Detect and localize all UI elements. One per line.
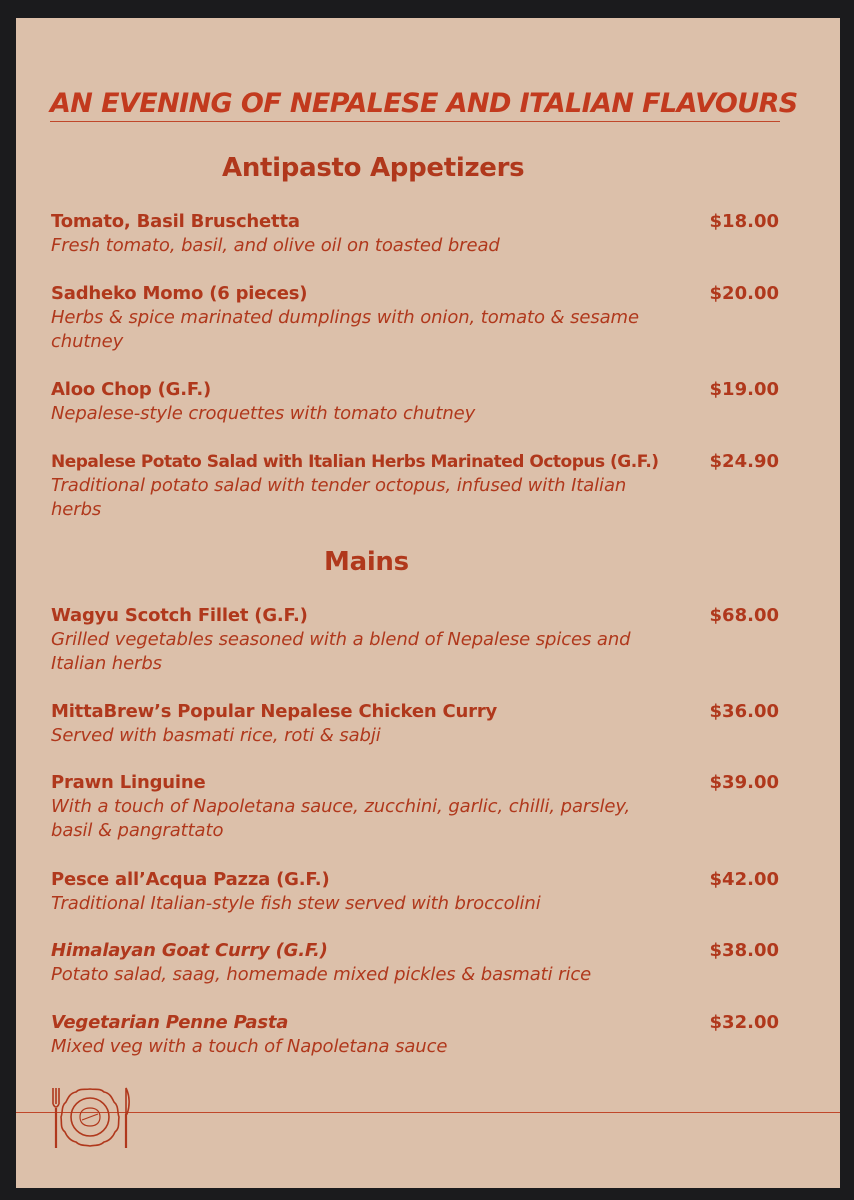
item-name: Aloo Chop (G.F.) bbox=[51, 379, 211, 400]
menu-item bbox=[51, 378, 781, 426]
item-description: Served with basmati rice, roti & sabji bbox=[51, 725, 381, 746]
item-price: $19.00 bbox=[709, 379, 779, 400]
menu-item bbox=[51, 604, 781, 676]
item-name: Pesce all’Acqua Pazza (G.F.) bbox=[51, 869, 330, 890]
menu-page bbox=[16, 18, 840, 1188]
section-heading-antipasto: Antipasto Appetizers bbox=[222, 153, 525, 183]
item-price: $38.00 bbox=[709, 940, 779, 961]
item-price: $36.00 bbox=[709, 701, 779, 722]
item-price: $39.00 bbox=[709, 772, 779, 793]
item-name: Tomato, Basil Bruschetta bbox=[51, 211, 300, 232]
item-price: $42.00 bbox=[709, 869, 779, 890]
item-name: Wagyu Scotch Fillet (G.F.) bbox=[51, 605, 308, 626]
item-price: $18.00 bbox=[709, 211, 779, 232]
item-price: $20.00 bbox=[709, 283, 779, 304]
item-description: Mixed veg with a touch of Napoletana sauce bbox=[51, 1036, 448, 1057]
section-heading-mains: Mains bbox=[324, 547, 409, 577]
item-description: Fresh tomato, basil, and olive oil on toasted bread bbox=[51, 235, 500, 256]
menu-title: AN EVENING OF NEPALESE AND ITALIAN FLAVOURS bbox=[50, 88, 798, 119]
item-price: $24.90 bbox=[709, 451, 779, 472]
item-name: Nepalese Potato Salad with Italian Herbs Marinated Octopus (G.F.) bbox=[51, 452, 659, 472]
item-name: MittaBrew’s Popular Nepalese Chicken Curry bbox=[51, 701, 498, 722]
item-name: Prawn Linguine bbox=[51, 772, 206, 793]
item-name: Himalayan Goat Curry (G.F.) bbox=[51, 940, 328, 961]
item-name: Vegetarian Penne Pasta bbox=[51, 1012, 289, 1033]
plate-cutlery-icon bbox=[50, 1084, 132, 1156]
menu-item bbox=[51, 939, 781, 987]
item-description: Nepalese-style croquettes with tomato chutney bbox=[51, 403, 476, 424]
item-name: Sadheko Momo (6 pieces) bbox=[51, 283, 308, 304]
footer-divider bbox=[16, 1112, 840, 1113]
menu-item bbox=[51, 700, 781, 748]
item-description: Potato salad, saag, homemade mixed pickles & basmati rice bbox=[51, 964, 592, 985]
menu-item bbox=[51, 282, 781, 354]
menu-item bbox=[51, 210, 781, 258]
item-price: $32.00 bbox=[709, 1012, 779, 1033]
item-description: Traditional Italian-style fish stew served with broccolini bbox=[51, 893, 541, 914]
item-description: Grilled vegetables seasoned with a blend of Nepalese spices and Italian herbs bbox=[51, 629, 631, 674]
title-underline bbox=[50, 121, 780, 122]
item-description: With a touch of Napoletana sauce, zucchini, garlic, chilli, parsley, basil & pangrattato bbox=[51, 796, 631, 841]
menu-item bbox=[51, 771, 781, 843]
item-description: Herbs & spice marinated dumplings with onion, tomato & sesame chutney bbox=[51, 307, 639, 352]
item-price: $68.00 bbox=[709, 605, 779, 626]
menu-item bbox=[51, 1011, 781, 1059]
menu-item bbox=[51, 450, 781, 522]
item-description: Traditional potato salad with tender octopus, infused with Italian herbs bbox=[51, 475, 627, 520]
menu-item bbox=[51, 868, 781, 916]
